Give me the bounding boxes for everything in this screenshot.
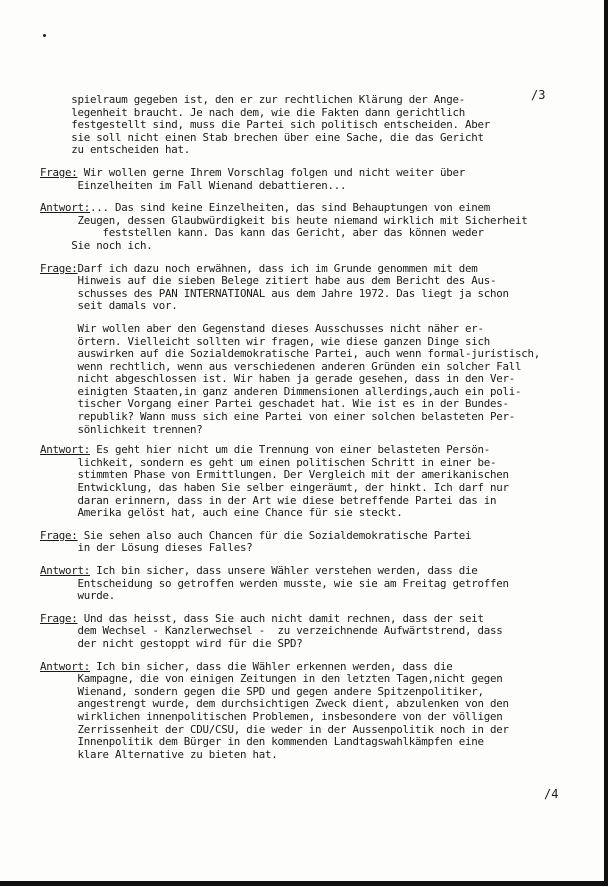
line-text: Wir wollen aber den Gegenstand dieses Ausschusses nicht näher er-: [40, 321, 484, 335]
line-text: wirklichen innenpolitischen Problemen, insbesondere von der völligen: [40, 709, 503, 723]
line-text: dem Wechsel - Kanzlerwechsel - zu verzeichnende Aufwärtstrend, dass: [40, 624, 503, 638]
speaker-label: Antwort:: [40, 443, 91, 457]
line-text: stimmten Phase von Ermittlungen. Der Vergleich mit der amerikanischen: [40, 468, 509, 482]
transcript-block: [40, 323, 590, 436]
text-line: [40, 578, 590, 591]
transcript-block: [40, 94, 590, 157]
line-text: Es geht hier nicht um die Trennung von einer belasteten Persön-: [90, 443, 491, 457]
interview-transcript: [40, 94, 590, 771]
line-text: in der Lösung dieses Falles?: [40, 541, 253, 555]
line-text: nicht abgeschlossen ist. Wir haben ja gerade gesehen, dass in den Ver-: [40, 372, 516, 386]
line-text: daran erinnern, dass in der Art wie diese betreffende Partei das in: [40, 493, 497, 507]
line-text: republik? Wann muss sich eine Partei von einer solchen belasteten Per-: [40, 410, 516, 424]
line-text: auswirken auf die Sozialdemokratische Partei, auch wenn formal-juristisch,: [40, 347, 541, 361]
text-line: [40, 507, 590, 520]
speaker-label: Frage:: [40, 261, 78, 275]
line-text: Zerrissenheit der CDU/CSU, die weder in der Aussenpolitik noch in der: [40, 722, 509, 736]
text-line: [40, 240, 590, 253]
transcript-block: [40, 444, 590, 520]
line-text: seit damals vor.: [40, 299, 178, 313]
line-text: der nicht gestoppt wird für die SPD?: [40, 636, 303, 650]
line-text: wenn rechtlich, wenn aus verschiedenen anderen Gründen ein solcher Fall: [40, 359, 522, 373]
line-text: Ich bin sicher, dass die Wähler erkennen werden, dass die: [90, 659, 453, 673]
page-number-bottom: /4: [544, 787, 559, 801]
line-text: Zeugen, dessen Glaubwürdigkeit bis heute niemand wirklich mit Sicherheit: [40, 213, 528, 227]
speaker-label: Frage:: [40, 165, 78, 179]
line-text: Wir wollen gerne Ihrem Vorschlag folgen und nicht weiter über: [77, 165, 466, 179]
line-text: ... Das sind keine Einzelheiten, das sind Behauptungen von einem: [90, 201, 491, 215]
line-text: sie soll nicht einen Stab brechen über eine Sache, die das Gericht: [40, 130, 484, 144]
text-line: [40, 300, 590, 313]
speaker-label: Frage:: [40, 611, 78, 625]
transcript-block: [40, 565, 590, 603]
transcript-block: [40, 530, 590, 555]
line-text: festgestellt sind, muss die Partei sich politisch entscheiden. Aber: [40, 118, 491, 132]
scan-speck: [43, 34, 46, 37]
line-text: Hinweis auf die sieben Belege zitiert habe aus dem Bericht des Aus-: [40, 274, 497, 288]
line-text: zu entscheiden hat.: [40, 143, 191, 157]
line-text: klare Alternative zu bieten hat.: [40, 747, 278, 761]
text-line: [40, 542, 590, 555]
line-text: wurde.: [40, 589, 116, 603]
line-text: Innenpolitik dem Bürger in den kommenden Landtagswahlkämpfen eine: [40, 735, 484, 749]
page-number-top: /3: [531, 88, 546, 102]
text-line: [40, 424, 590, 437]
line-text: Und das heisst, dass Sie auch nicht damit rechnen, dass der seit: [77, 611, 484, 625]
text-line: [40, 144, 590, 157]
transcript-block: [40, 613, 590, 651]
line-text: Wienand, sondern gegen die SPD und gegen andere Spitzenpolitiker,: [40, 684, 484, 698]
line-text: Einzelheiten im Fall Wienand debattieren...: [40, 178, 347, 192]
speaker-label: Antwort:: [40, 564, 91, 577]
line-text: sönlichkeit trennen?: [40, 422, 203, 436]
line-text: Entwicklung, das haben Sie selber eingeräumt, der hinkt. Ich darf nur: [40, 481, 509, 495]
line-text: schusses des PAN INTERNATIONAL aus dem Jahre 1972. Das liegt ja schon: [40, 286, 509, 300]
line-text: feststellen kann. Das kann das Gericht, aber das können weder: [40, 226, 484, 240]
line-text: örtern. Vielleicht sollten wir fragen, wie diese ganzen Dinge sich: [40, 334, 491, 348]
speaker-label: Antwort:: [40, 659, 91, 673]
line-text: Entscheidung so getroffen werden musste, wie sie am Freitag getroffen: [40, 576, 509, 590]
line-text: lichkeit, sondern es geht um einen politischen Schritt in einer be-: [40, 455, 497, 469]
line-text: Kampagne, die von einigen Zeitungen in den letzten Tagen,nicht gegen: [40, 672, 503, 686]
line-text: tischer Vorgang einer Partei geschadet hat. Wie ist es in der Bundes-: [40, 397, 509, 411]
line-text: Sie sehen also auch Chancen für die Sozialdemokratische Partei: [77, 528, 472, 542]
transcript-block: [40, 263, 590, 313]
line-text: spielraum gegeben ist, den er zur rechtlichen Klärung der Ange-: [40, 93, 466, 106]
line-text: Ich bin sicher, dass unsere Wähler verstehen werden, dass die: [90, 564, 478, 577]
text-line: [40, 749, 590, 762]
line-text: angestrengt wurde, dem durchsichtigen Zweck dient, abzulenken von den: [40, 697, 509, 711]
text-line: [40, 590, 590, 603]
speaker-label: Antwort:: [40, 201, 91, 215]
text-line: [40, 180, 590, 193]
transcript-block: [40, 661, 590, 762]
line-text: Amerika gelöst hat, auch eine Chance für sie steckt.: [40, 506, 403, 520]
speaker-label: Frage:: [40, 528, 78, 542]
transcript-block: [40, 202, 590, 252]
line-text: Sie noch ich.: [40, 238, 153, 252]
transcript-block: [40, 167, 590, 192]
text-line: [40, 638, 590, 651]
line-text: Darf ich dazu noch erwähnen, dass ich im Grunde genommen mit dem: [77, 261, 478, 275]
line-text: legenheit braucht. Je nach dem, wie die Fakten dann gerichtlich: [40, 105, 466, 119]
line-text: einigten Staaten,in ganz anderen Dimmensionen allerdings,auch ein poli-: [40, 384, 522, 398]
